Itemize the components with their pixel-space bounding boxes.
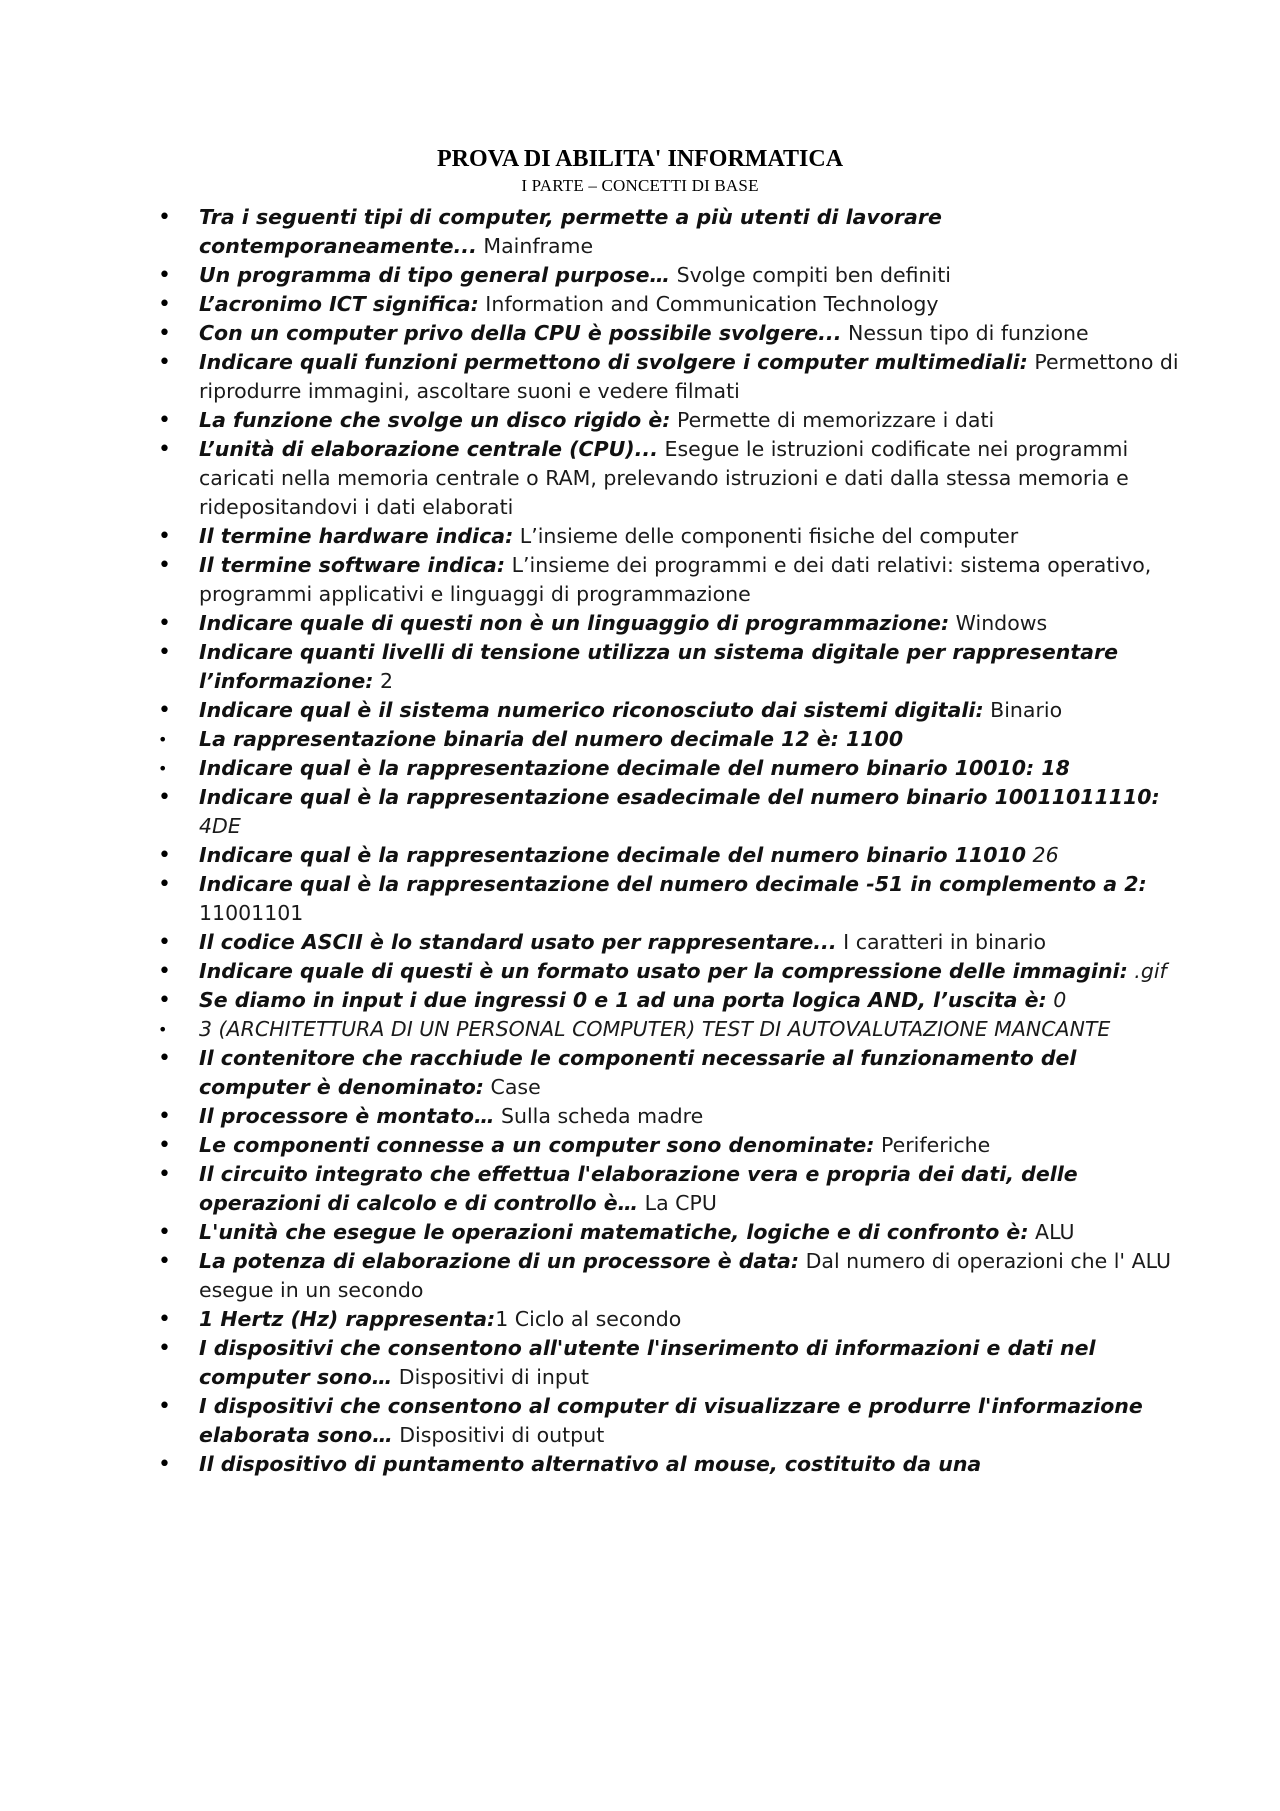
question-text: La funzione che svolge un disco rigido è:	[199, 408, 671, 432]
answer-text: Binario	[983, 698, 1063, 722]
bullet-icon: •	[158, 1394, 171, 1419]
answer-text: Permette di memorizzare i dati	[670, 408, 995, 432]
answer-text: Sulla scheda madre	[494, 1104, 704, 1128]
question-text: Indicare quanti livelli di tensione utilizza un sistema digitale per rappresentare l’informazione:	[199, 640, 1119, 693]
question-text: Indicare quale di questi non è un linguaggio di programmazione:	[199, 611, 950, 635]
bullet-icon: •	[158, 437, 171, 462]
answer-text: Windows	[949, 611, 1048, 635]
list-item	[0, 609, 1280, 638]
question-text: Il circuito integrato che effettua l'elaborazione vera e propria dei dati, delle operazioni di calcolo e di controllo è…	[199, 1162, 1078, 1215]
bullet-icon: •	[158, 1046, 171, 1071]
answer-text: L’insieme dei programmi e dei dati relativi: sistema operativo, programmi applicativi e linguaggi di programmazione	[199, 553, 1152, 606]
bullet-icon: •	[158, 408, 171, 433]
bullet-icon: •	[158, 1452, 171, 1477]
question-text: Le componenti connesse a un computer sono denominate:	[199, 1133, 875, 1157]
answer-text: 11001101	[199, 901, 304, 925]
answer-text: La CPU	[638, 1191, 717, 1215]
list-item	[0, 290, 1280, 319]
list-item	[0, 638, 1280, 696]
bullet-icon: •	[158, 872, 171, 897]
answer-text: 1 Ciclo al secondo	[495, 1307, 682, 1331]
list-item	[0, 696, 1280, 725]
question-text: I dispositivi che consentono al computer di visualizzare e produrre l'informazione elaborata sono…	[199, 1394, 1143, 1447]
answer-text: Permettono di riprodurre immagini, ascoltare suoni e vedere filmati	[199, 350, 1179, 403]
question-text: Il termine hardware indica:	[199, 524, 514, 548]
bullet-icon: •	[158, 611, 171, 636]
bullet-icon: •	[158, 292, 171, 317]
list-item	[0, 1218, 1280, 1247]
list-item	[0, 1247, 1280, 1305]
answer-text: Dal numero di operazioni che l' ALU esegue in un secondo	[199, 1249, 1172, 1302]
bullet-icon: •	[158, 1133, 171, 1158]
bullet-icon: •	[158, 730, 168, 749]
answer-text: 0	[1046, 988, 1067, 1012]
list-item	[0, 986, 1280, 1015]
bullet-icon: •	[158, 553, 171, 578]
answer-text: ALU	[1028, 1220, 1075, 1244]
answer-text: Dispositivi di input	[392, 1365, 589, 1389]
answer-text: Periferiche	[874, 1133, 991, 1157]
question-text: L'unità che esegue le operazioni matematiche, logiche e di confronto è:	[199, 1220, 1029, 1244]
bullet-icon: •	[158, 1307, 171, 1332]
list-item	[0, 1102, 1280, 1131]
question-text: L’unità di elaborazione centrale (CPU)...	[199, 437, 658, 461]
list-item	[0, 348, 1280, 406]
bullet-icon: •	[158, 205, 171, 230]
list-item	[0, 1305, 1280, 1334]
question-list	[0, 203, 1280, 1479]
question-text: Indicare qual è la rappresentazione decimale del numero binario 10010: 18	[199, 756, 1070, 780]
question-text: L’acronimo ICT significa:	[199, 292, 479, 316]
question-text: Indicare qual è il sistema numerico riconosciuto dai sistemi digitali:	[199, 698, 984, 722]
answer-text: Svolge compiti ben definiti	[670, 263, 951, 287]
question-text: 1 Hertz (Hz) rappresenta:	[199, 1307, 496, 1331]
list-item	[0, 1015, 1280, 1044]
question-text: La potenza di elaborazione di un processore è data:	[199, 1249, 800, 1273]
list-item	[0, 522, 1280, 551]
list-item	[0, 319, 1280, 348]
list-item	[0, 928, 1280, 957]
list-item	[0, 870, 1280, 928]
bullet-icon: •	[158, 263, 171, 288]
list-item	[0, 725, 1280, 754]
list-item	[0, 1450, 1280, 1479]
question-text: Il termine software indica:	[199, 553, 506, 577]
bullet-icon: •	[158, 321, 171, 346]
question-text: I dispositivi che consentono all'utente l'inserimento di informazioni e dati nel computer sono…	[199, 1336, 1096, 1389]
list-item	[0, 1044, 1280, 1102]
answer-text: .gif	[1127, 959, 1167, 983]
question-text: Il dispositivo di puntamento alternativo al mouse, costituito da una	[199, 1452, 982, 1476]
list-item	[0, 957, 1280, 986]
bullet-icon: •	[158, 350, 171, 375]
answer-text: 2	[373, 669, 394, 693]
bullet-icon: •	[158, 1220, 171, 1245]
bullet-icon: •	[158, 640, 171, 665]
page-subtitle: I PARTE – CONCETTI DI BASE	[521, 176, 759, 195]
bullet-icon: •	[158, 1249, 171, 1274]
question-text: Indicare qual è la rappresentazione decimale del numero binario 11010	[199, 843, 1027, 867]
question-text: Il codice ASCII è lo standard usato per rappresentare...	[199, 930, 837, 954]
list-item	[0, 203, 1280, 261]
answer-text: 4DE	[199, 814, 241, 838]
question-text: Il contenitore che racchiude le componenti necessarie al funzionamento del computer è denominato:	[199, 1046, 1077, 1099]
list-item	[0, 841, 1280, 870]
question-text: Indicare qual è la rappresentazione del numero decimale -51 in complemento a 2:	[199, 872, 1147, 896]
list-item	[0, 1334, 1280, 1392]
question-text: Il processore è montato…	[199, 1104, 495, 1128]
bullet-icon: •	[158, 959, 171, 984]
list-item	[0, 754, 1280, 783]
question-text: La rappresentazione binaria del numero decimale 12 è: 1100	[199, 727, 904, 751]
bullet-icon: •	[158, 759, 168, 778]
list-item	[0, 261, 1280, 290]
list-item	[0, 406, 1280, 435]
answer-text: Dispositivi di output	[392, 1423, 605, 1447]
bullet-icon: •	[158, 843, 171, 868]
answer-text: I caratteri in binario	[836, 930, 1046, 954]
list-item	[0, 435, 1280, 522]
question-text: Indicare quale di questi è un formato usato per la compressione delle immagini:	[199, 959, 1128, 983]
question-text: Con un computer privo della CPU è possibile svolgere...	[199, 321, 842, 345]
answer-text: Mainframe	[476, 234, 594, 258]
answer-text: Nessun tipo di funzione	[841, 321, 1089, 345]
bullet-icon: •	[158, 1162, 171, 1187]
bullet-icon: •	[158, 698, 171, 723]
question-text: Indicare quali funzioni permettono di svolgere i computer multimediali:	[199, 350, 1028, 374]
list-item	[0, 1392, 1280, 1450]
question-text: Un programma di tipo general purpose…	[199, 263, 671, 287]
bullet-icon: •	[158, 1336, 171, 1361]
list-item	[0, 1131, 1280, 1160]
list-item	[0, 783, 1280, 841]
bullet-icon: •	[158, 785, 171, 810]
question-text: Se diamo in input i due ingressi 0 e 1 ad una porta logica AND, l’uscita è:	[199, 988, 1047, 1012]
bullet-icon: •	[158, 524, 171, 549]
answer-text: Esegue le istruzioni codificate nei programmi caricati nella memoria centrale o RAM, prelevando istruzioni e dati dalla stessa memoria e ridepositandovi i dati elaborati	[199, 437, 1129, 519]
list-item	[0, 1160, 1280, 1218]
answer-text: L’insieme delle componenti fisiche del computer	[513, 524, 1019, 548]
section-note: 3 (ARCHITETTURA DI UN PERSONAL COMPUTER) TEST DI AUTOVALUTAZIONE MANCANTE	[199, 1017, 1111, 1041]
answer-text: 26	[1026, 843, 1059, 867]
page-title: PROVA DI ABILITA' INFORMATICA	[436, 146, 844, 172]
bullet-icon: •	[158, 930, 171, 955]
answer-text: Information and Communication Technology	[478, 292, 939, 316]
question-text: Indicare qual è la rappresentazione esadecimale del numero binario 10011011110:	[199, 785, 1160, 809]
question-text: Tra i seguenti tipi di computer, permette a più utenti di lavorare contemporaneamente...	[199, 205, 942, 258]
bullet-icon: •	[158, 1020, 168, 1039]
list-item	[0, 551, 1280, 609]
bullet-icon: •	[158, 1104, 171, 1129]
answer-text: Case	[484, 1075, 541, 1099]
bullet-icon: •	[158, 988, 171, 1013]
